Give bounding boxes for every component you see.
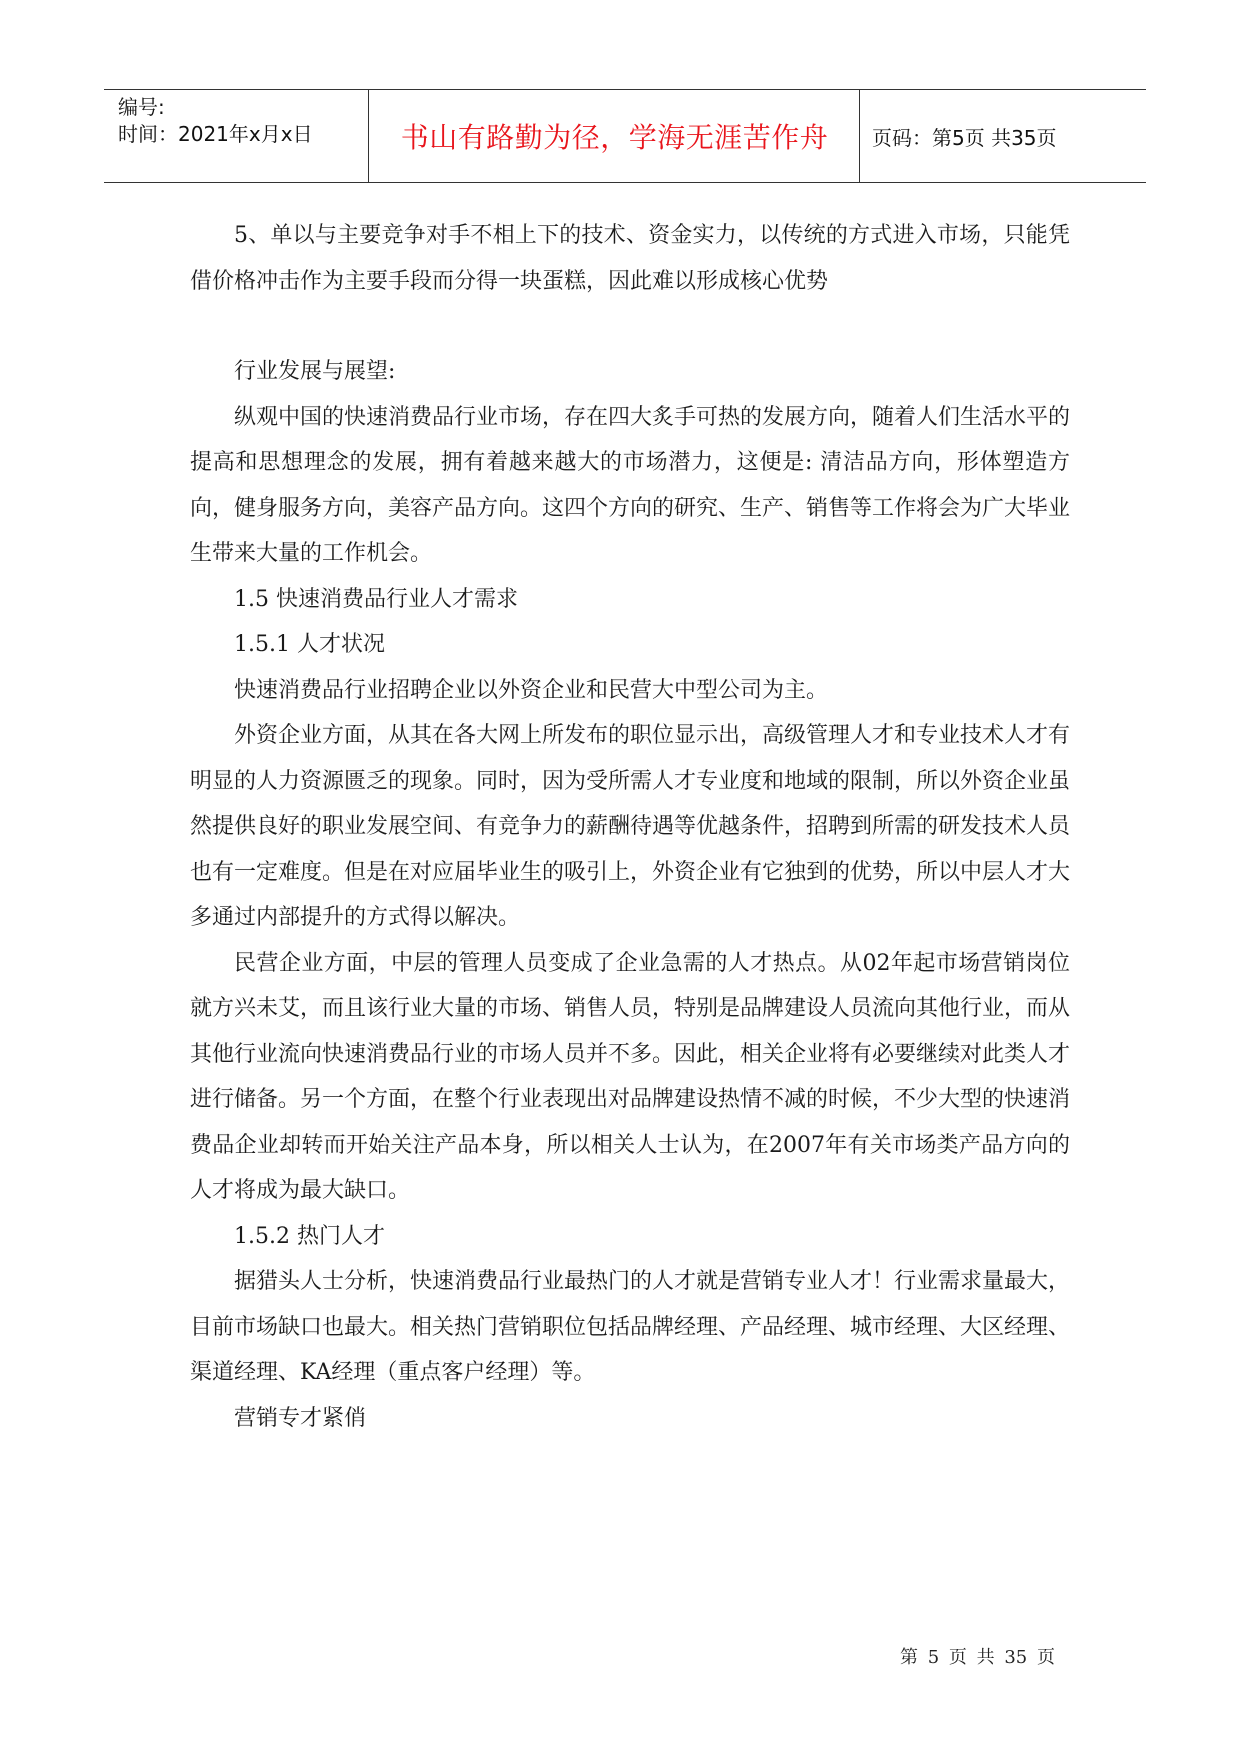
- section-heading-outlook: 行业发展与展望:: [234, 359, 396, 384]
- header-divider: [368, 90, 369, 182]
- section-heading-1-5-1: 1.5.1 人才状况: [234, 632, 385, 657]
- serial-number-label: 编号:: [118, 95, 165, 119]
- page-footer: 第 5 页 共 35 页: [900, 1647, 1055, 1668]
- header-motto: 书山有路勤为径，学海无涯苦作舟: [400, 121, 829, 154]
- section-heading-1-5-2: 1.5.2 热门人才: [234, 1223, 385, 1249]
- paragraph-recruiters: 快速消费品行业招聘企业以外资企业和民营大中型公司为主。: [234, 677, 829, 703]
- paragraph-hot-talent: 据猎头人士分析，快速消费品行业最热门的人才就是营销专业人才！行业需求量最大，目前市场缺口也最大。相关热门营销职位包括品牌经理、产品经理、城市经理、大区经理、渠道经理、KA经理（重点客户经理）等。: [190, 1269, 1071, 1385]
- section-heading-1-5: 1.5 快速消费品行业人才需求: [234, 586, 518, 612]
- paragraph-foreign-companies: 外资企业方面，从其在各大网上所发布的职位显示出，高级管理人才和专业技术人才有明显的人力资源匮乏的现象。同时，因为受所需人才专业度和地域的限制，所以外资企业虽然提供良好的职业发展空间、有竞争力的薪酬待遇等优越条件，招聘到所需的研发技术人员也有一定难度。但是在对应届毕业生的吸引上，外资企业有它独到的优势，所以中层人才大多通过内部提升的方式得以解决。: [190, 723, 1071, 930]
- header-page-label: 页码：第5页 共35页: [872, 125, 1057, 150]
- page-header: [104, 89, 1146, 183]
- header-meta: [118, 94, 368, 148]
- paragraph-competition: 5、单以与主要竞争对手不相上下的技术、资金实力，以传统的方式进入市场，只能凭借价格冲击作为主要手段而分得一块蛋糕，因此难以形成核心优势: [190, 223, 1070, 294]
- paragraph-private-companies: 民营企业方面，中层的管理人员变成了企业急需的人才热点。从02年起市场营销岗位就方兴未艾，而且该行业大量的市场、销售人员，特别是品牌建设人员流向其他行业，而从其他行业流向快速消费品行业的市场人员并不多。因此，相关企业将有必要继续对此类人才进行储备。另一个方面，在整个行业表现出对品牌建设热情不减的时候，不少大型的快速消费品企业却转而开始关注产品本身，所以相关人士认为，在2007年有关市场类产品方向的人才将成为最大缺口。: [190, 950, 1071, 1203]
- document-body: [190, 213, 1070, 1441]
- date-label: 时间：2021年x月x日: [118, 122, 313, 146]
- paragraph-marketing-talent: 营销专才紧俏: [234, 1405, 367, 1431]
- header-divider: [859, 90, 860, 182]
- paragraph-outlook: 纵观中国的快速消费品行业市场，存在四大炙手可热的发展方向，随着人们生活水平的提高和思想理念的发展，拥有着越来越大的市场潜力，这便是: 清洁品方向，形体塑造方向，健身服务方向，美容产品方向。这四个方向的研究、生产、销售等工作将会为广大毕业生带来大量的工作机会。: [190, 404, 1071, 566]
